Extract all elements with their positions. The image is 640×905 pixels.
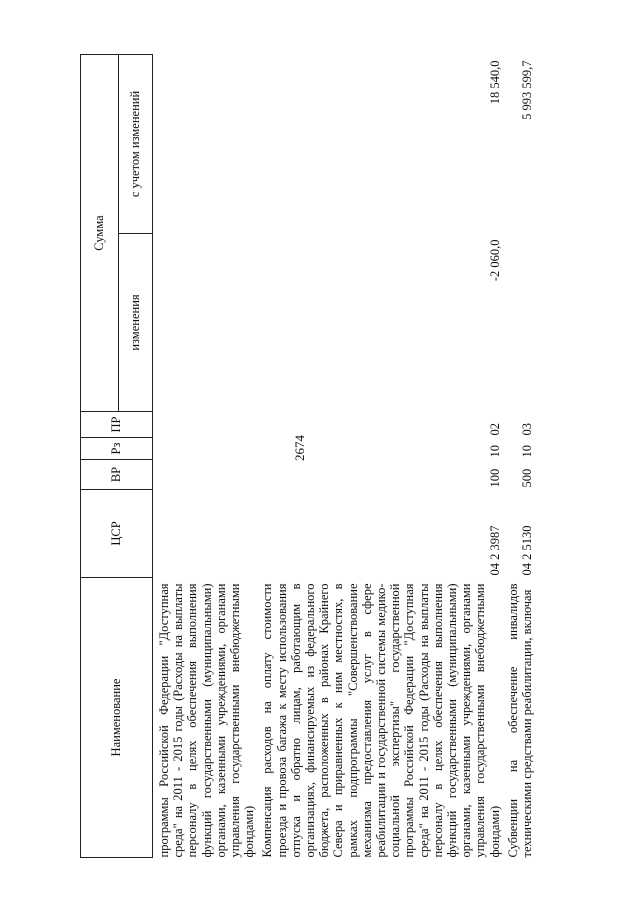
row-rz: 10 [520,445,535,458]
row-csr: 04 2 5130 [520,525,535,576]
header-pr: ПР [81,412,153,438]
header-sum: Сумма [81,55,119,412]
header-csr: ЦСР [81,490,153,578]
header-vr: ВР [81,460,153,490]
header-with-changes: с учетом изменений [119,55,153,234]
row-with-changes: 5 993 599,7 [520,60,535,120]
table-row [153,55,259,858]
row-csr: 04 2 3987 [487,525,502,576]
header-name: Наименование [81,578,153,858]
row-pr: 03 [520,423,535,436]
rotated-table-container [80,55,549,858]
row-vr: 500 [520,468,535,488]
budget-table [80,54,536,858]
row-name: программы Российской Федерации "Доступная среда" на 2011 - 2015 годы (Расходы на выплаты персоналу в целях обеспечения выполнения функций государственными (муниципальными) органами, казенными учреждениями, органами управления государственными внебюджетными фондами) [157,583,257,858]
row-vr [153,460,259,490]
row-rz: 10 [487,445,502,458]
row-with-changes: 18 540,0 [487,60,502,105]
row-changes [153,234,259,412]
row-name: Компенсация расходов на оплату стоимости проезда и провоза багажа к месту использования отпуска и обратно лицам, работающим в организациях, финансируемых из федерального бюджета, расположенных в районах Крайнего Севера и приравненных к ним местностях, в рамках подпрограммы "Совершенствование механизма предоставления услуг в сфере реабилитации и государственной системы медико-социальной экспертизы" государственной программы Российской Федерации "Доступная среда" на 2011 - 2015 годы (Расходы на выплаты персоналу в целях обеспечения выполнения функций государственными (муниципальными) органами, казенными учреждениями, органами управления государственными внебюджетными фондами) [260,583,502,858]
row-rz [153,438,259,460]
row-vr: 100 [487,468,502,488]
table-row [504,55,536,858]
row-with-changes [153,55,259,234]
row-pr: 02 [487,423,502,436]
row-csr [153,490,259,578]
header-changes: изменения [119,234,153,412]
row-changes [504,234,536,412]
row-name: Субвенции на обеспечение инвалидов техническими средствами реабилитации, включая [505,583,535,858]
document-page: 2674 Наименование ЦСР ВР Рз ПР Сумма изменения с учетом изменений программы Российской Федерации "Доступная среда" на 2011 - 2015 годы (Расходы на выплаты персоналу в целях обеспечения выполнения функций государственными (муниципальными) органами, казенными учреждениями, органами управления государственными внебюджетными фондами) Компенсация расходов на оплату стоимости проезда и провоза багажа к месту использования отпуска и обратно лицам, работающим в организациях, финансируемых из федерального бюджета, расположенных в районах Крайнего Севера и приравненных к ним местностях, в рамках подпрограммы "Совершенствование механизма предоставления услуг в сфере реабилитации и государственной системы медико-социальной экспертизы" государственной программы Российской Федерации "Доступная среда" на 2011 - 2015 годы (Расходы на выплаты персоналу в целях обеспечения выполнения функций государственными (муниципальными) органами, казенными учреждениями, органами управления государственными внебюджетными фондами) 04 2 3987 100 10 02 -2 060,0 18 540,0 Субвенции на обеспечение инвалидов техническими средствами реабилитации, включая 04 2 5130 500 10 03 5 993 599,7 [0,0,640,905]
header-rz: Рз [81,438,153,460]
row-changes: -2 060,0 [487,239,502,282]
table-row [258,55,503,858]
row-pr [153,412,259,438]
